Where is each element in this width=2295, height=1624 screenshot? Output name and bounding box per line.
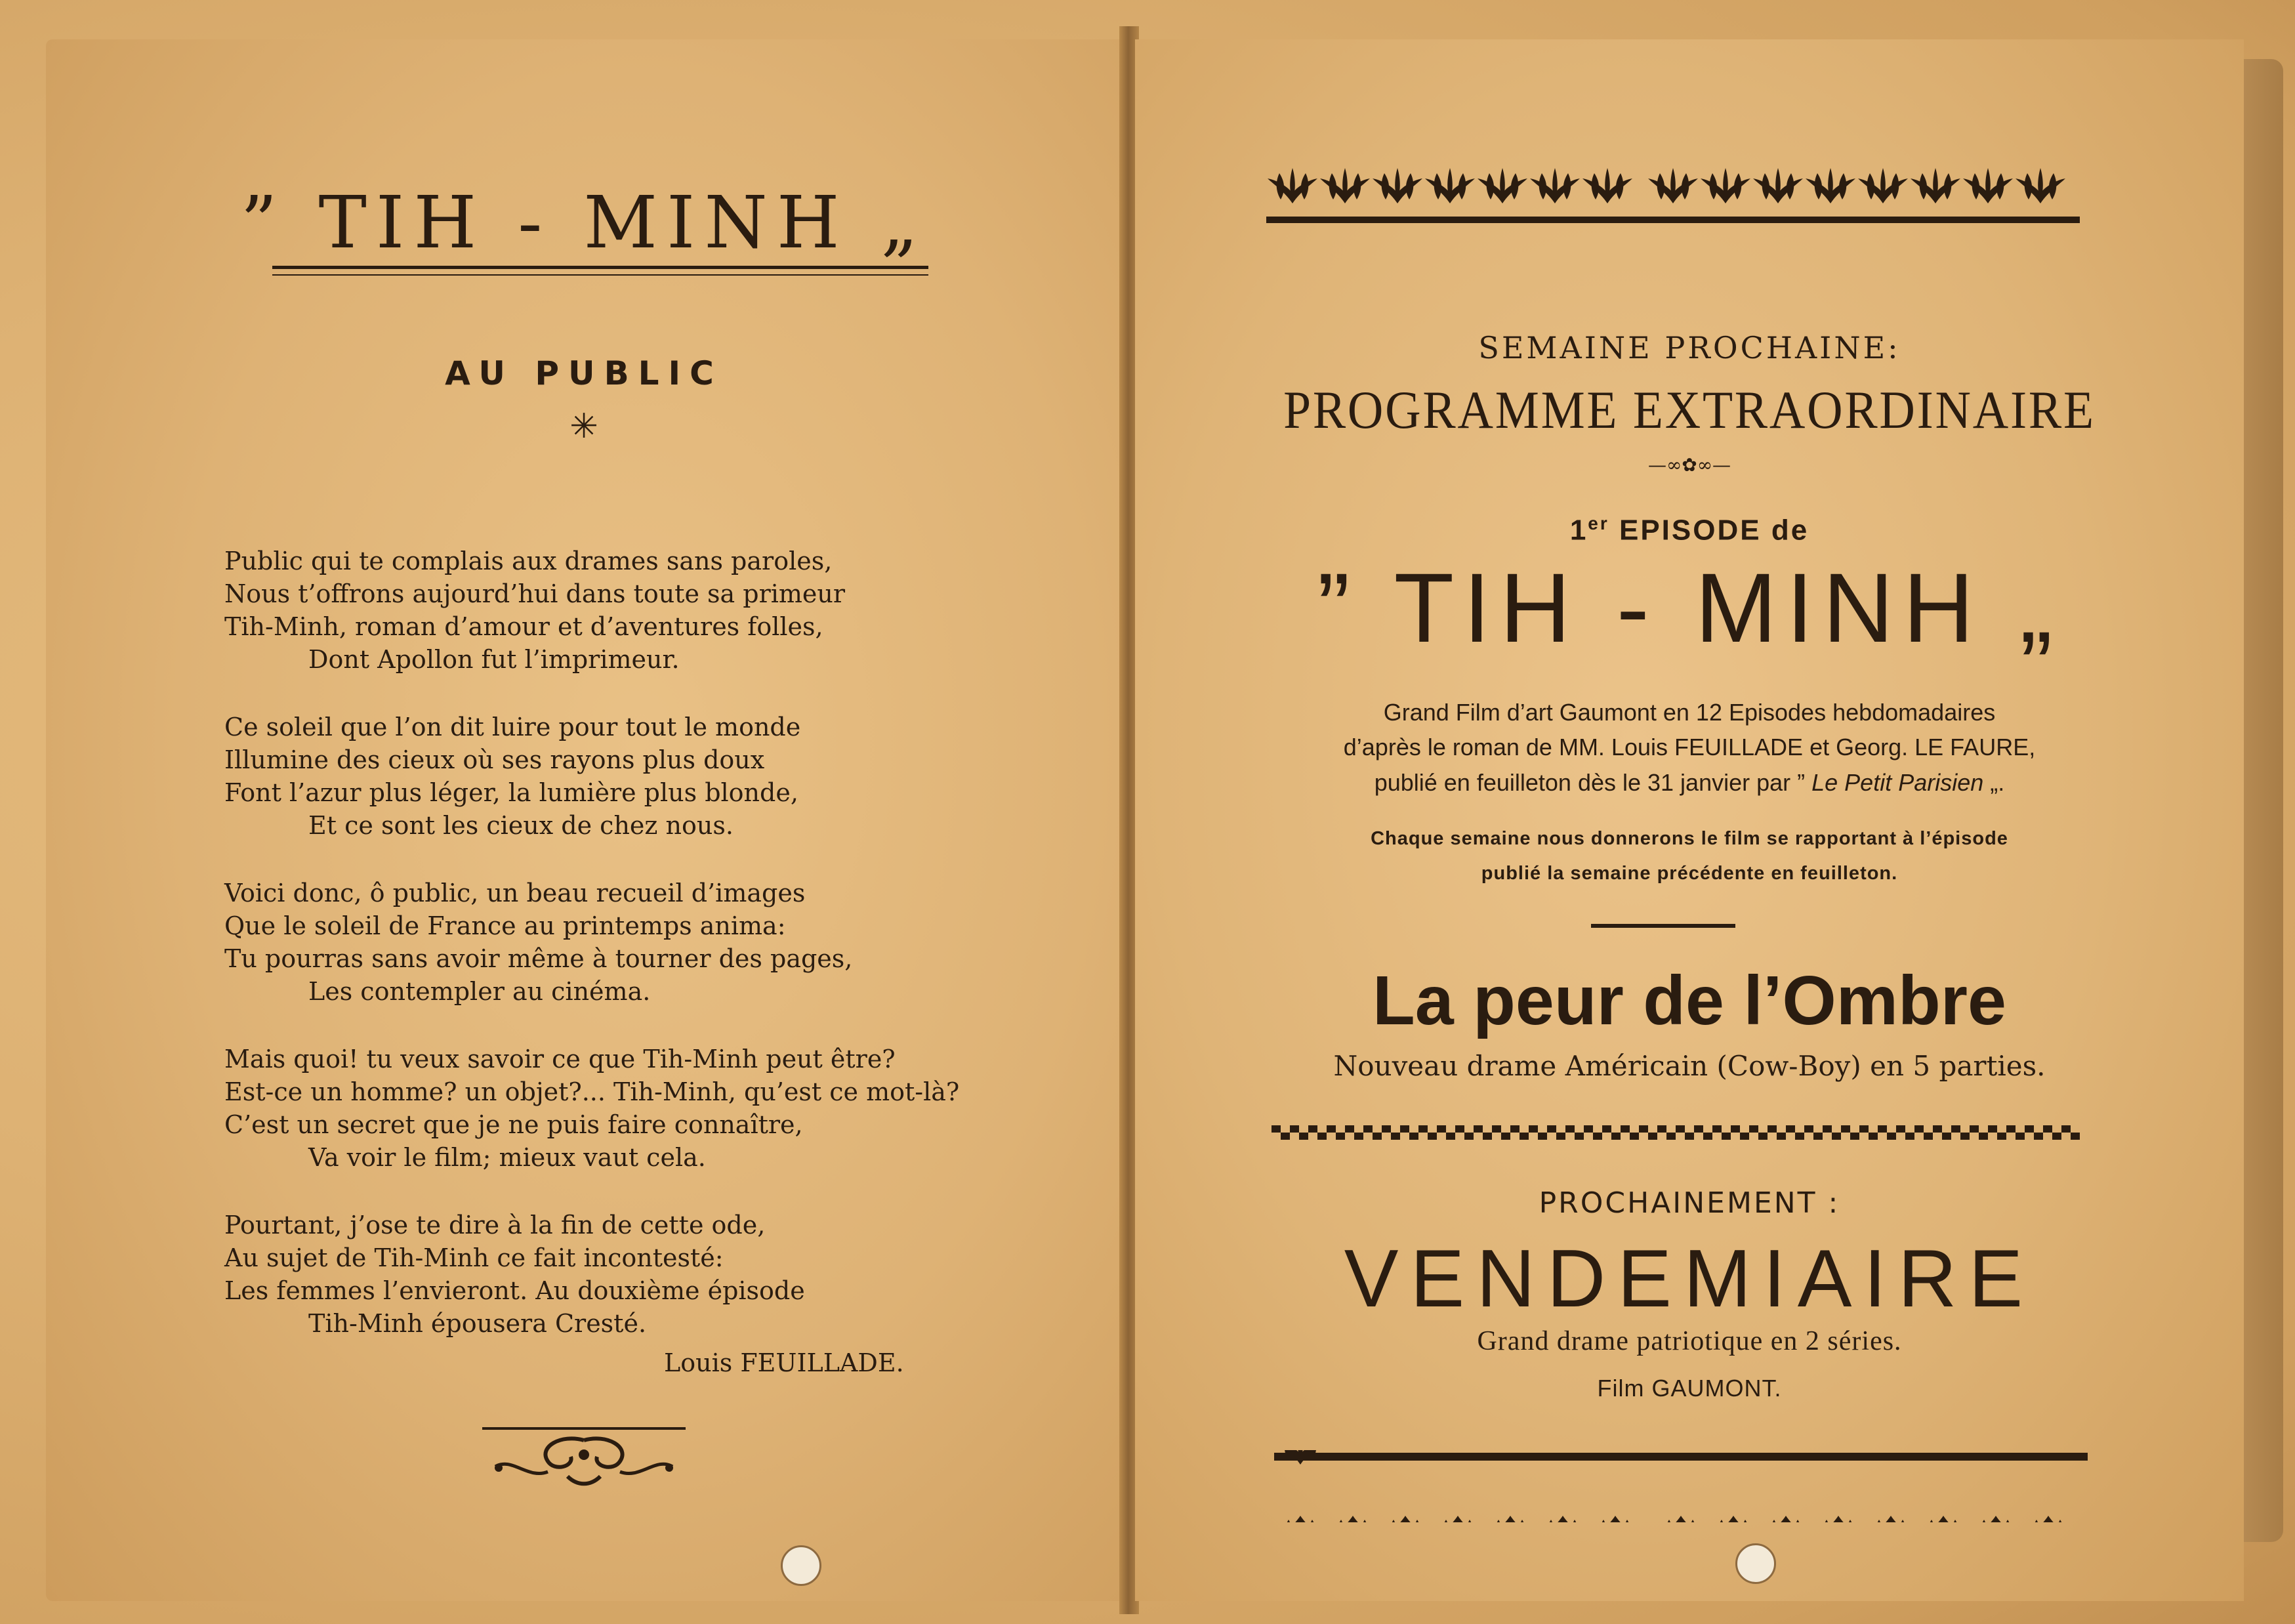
newspaper-name: Le Petit Parisien: [1811, 769, 1984, 796]
poem-line: Pourtant, j’ose te dire à la fin de cette ode,: [224, 1211, 766, 1239]
poem-line: Et ce sont les cieux de chez nous.: [308, 811, 734, 840]
programme-extraordinaire: PROGRAMME EXTRAORDINAIRE: [1283, 380, 2096, 440]
lotus-border-bottom: [1274, 1450, 2088, 1522]
title-underline-top: [272, 266, 928, 269]
episode-label: EPISODE de: [1609, 514, 1809, 547]
left-page: [46, 39, 1122, 1601]
film-description-line: [1135, 769, 2244, 797]
episode-heading: [1135, 513, 2244, 547]
poem-line: Est-ce un homme? un objet?... Tih-Minh, qu’est ce mot-là?: [224, 1077, 960, 1106]
film-description-line: Grand Film d’art Gaumont en 12 Episodes hebdomadaires: [1383, 699, 1996, 726]
poem-line: Les femmes l’envieront. Au douxième épisode: [224, 1276, 805, 1305]
poem-line: Les contempler au cinéma.: [308, 977, 651, 1006]
poem-line: Dont Apollon fut l’imprimeur.: [308, 645, 680, 674]
punch-hole-right: [1735, 1543, 1776, 1584]
title-underline-bottom: [272, 274, 928, 276]
poem-line: Mais quoi! tu veux savoir ce que Tih-Minh peut être?: [224, 1045, 896, 1073]
punch-hole-left: [781, 1545, 821, 1586]
checker-divider: [1272, 1125, 2080, 1140]
poem-line: Font l’azur plus léger, la lumière plus blonde,: [224, 778, 798, 807]
right-page: [1135, 39, 2244, 1601]
semaine-prochaine: SEMAINE PROCHAINE:: [1478, 330, 1901, 365]
poem-line: Nous t’offrons aujourd’hui dans toute sa primeur: [224, 579, 846, 608]
upcoming-description: Grand drame patriotique en 2 séries.: [1477, 1326, 1902, 1356]
small-separator: —∞✿∞—: [1647, 454, 1731, 476]
feature-title: La peur de l’Ombre: [1372, 962, 2006, 1039]
episode-number: 1: [1569, 514, 1588, 547]
poem-line: Illumine des cieux où ses rayons plus doux: [224, 745, 765, 774]
poem-line: Tih-Minh épousera Cresté.: [308, 1309, 647, 1338]
publication-text-end: „.: [1983, 769, 2005, 796]
poem-line: Au sujet de Tih-Minh ce fait incontesté:: [224, 1243, 724, 1272]
prochainement-label: PROCHAINEMENT :: [1539, 1186, 1840, 1220]
short-divider: [1591, 924, 1735, 928]
flourish-ornament: [476, 1421, 692, 1493]
weekly-notice-line: Chaque semaine nous donnerons le film se rapportant à l’épisode: [1371, 828, 2008, 849]
poem-line: Que le soleil de France au printemps anima:: [224, 911, 786, 940]
upcoming-title: VENDEMIAIRE: [1344, 1234, 2035, 1324]
episode-ordinal: er: [1588, 513, 1609, 533]
poem-line: Ce soleil que l’on dit luire pour tout le monde: [224, 713, 801, 741]
subtitle-au-public: AU PUBLIC: [445, 354, 723, 392]
poem-line: Public qui te complais aux drames sans paroles,: [224, 547, 833, 575]
signature: Louis FEUILLADE.: [664, 1348, 904, 1377]
poem-line: Tu pourras sans avoir même à tourner des pages,: [224, 944, 853, 973]
poem-line: C’est un secret que je ne puis faire connaître,: [224, 1110, 803, 1139]
upcoming-credit: Film GAUMONT.: [1597, 1375, 1782, 1402]
film-title-tih-minh: ” TIH - MINH „: [1317, 552, 2062, 663]
lotus-border-top: [1266, 157, 2080, 230]
weekly-notice-line: publié la semaine précédente en feuilleton.: [1481, 863, 1898, 884]
feature-description: Nouveau drame Américain (Cow-Boy) en 5 parties.: [1333, 1050, 2046, 1082]
poem-line: Va voir le film; mieux vaut cela.: [308, 1143, 706, 1172]
film-description-line: d’après le roman de MM. Louis FEUILLADE et Georg. LE FAURE,: [1343, 734, 2036, 760]
publication-text: publié en feuilleton dès le 31 janvier par ”: [1374, 769, 1812, 796]
asterism-ornament: ✳: [569, 407, 598, 446]
poem-line: Tih-Minh, roman d’amour et d’aventures folles,: [224, 612, 823, 641]
left-page-title: ” TIH - MINH „: [240, 180, 928, 264]
poem-line: Voici donc, ô public, un beau recueil d’images: [224, 879, 806, 907]
